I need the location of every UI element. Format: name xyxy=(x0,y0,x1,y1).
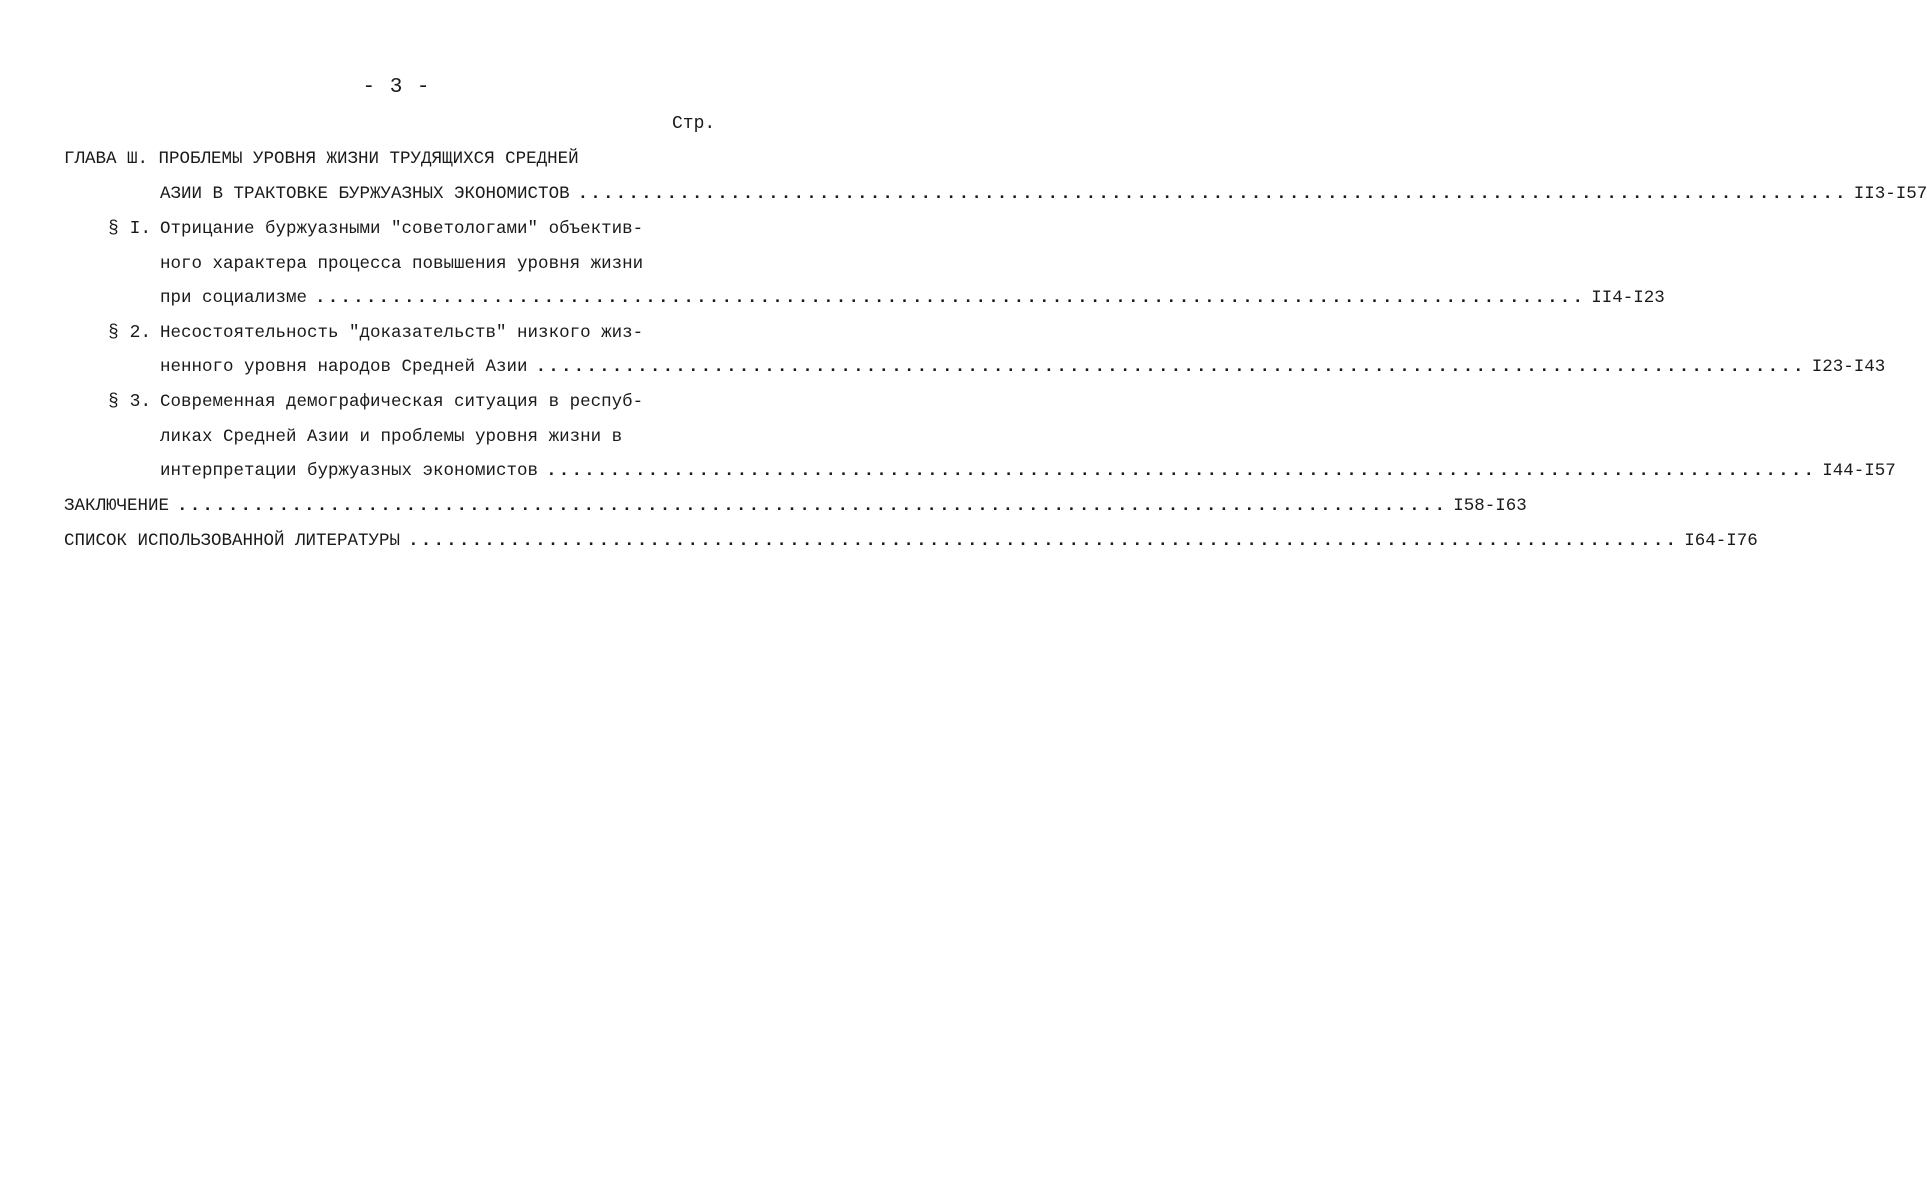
section-2-title-line1: Несостоятельность "доказательств" низкого жиз- xyxy=(160,323,644,343)
references-entry xyxy=(64,530,1758,552)
section-3-mark: § 3. xyxy=(108,392,152,412)
references-label: СПИСОК ИСПОЛЬЗОВАННОЙ ЛИТЕРАТУРЫ xyxy=(64,531,401,551)
leader-dots: .................................................................................................... xyxy=(546,461,1817,481)
leader-dots: .................................................................................................... xyxy=(315,288,1586,308)
section-1-title-line3: при социализме xyxy=(160,288,308,308)
chapter-3-title-line1: ГЛАВА Ш. ПРОБЛЕМЫ УРОВНЯ ЖИЗНИ ТРУДЯЩИХСЯ СРЕДНЕЙ xyxy=(64,149,579,169)
section-2-pages: I23-I43 xyxy=(1811,357,1886,377)
section-1-title-line1: Отрицание буржуазными "советологами" объектив- xyxy=(160,219,644,239)
section-3-pages: I44-I57 xyxy=(1822,461,1896,481)
leader-dots: .................................................................................................... xyxy=(177,496,1448,516)
conclusion-label: ЗАКЛЮЧЕНИЕ xyxy=(64,496,170,516)
chapter-3-entry xyxy=(160,183,1927,205)
conclusion-pages: I58-I63 xyxy=(1453,496,1527,516)
pages-column-header: Стр. xyxy=(672,114,716,134)
section-1-pages: II4-I23 xyxy=(1591,288,1665,308)
section-3-title-line3: интерпретации буржуазных экономистов xyxy=(160,461,539,481)
section-1-mark: § I. xyxy=(108,219,152,239)
section-3-title-line2: ликах Средней Азии и проблемы уровня жизни в xyxy=(160,427,623,447)
leader-dots: .................................................................................................... xyxy=(408,531,1679,551)
chapter-3-pages: II3-I57 xyxy=(1853,184,1927,204)
section-1-entry xyxy=(160,287,1665,309)
section-2-entry xyxy=(160,356,1886,378)
page-number: - 3 - xyxy=(362,76,431,99)
leader-dots: .................................................................................................... xyxy=(535,357,1806,377)
section-1-title-line2: ного характера процесса повышения уровня жизни xyxy=(160,254,644,274)
conclusion-entry xyxy=(64,495,1527,517)
section-3-entry xyxy=(160,460,1896,482)
section-3-title-line1: Современная демографическая ситуация в респуб- xyxy=(160,392,644,412)
leader-dots: .................................................................................................... xyxy=(577,184,1848,204)
chapter-3-title-line2: АЗИИ В ТРАКТОВКЕ БУРЖУАЗНЫХ ЭКОНОМИСТОВ xyxy=(160,184,570,204)
section-2-mark: § 2. xyxy=(108,323,152,343)
references-pages: I64-I76 xyxy=(1684,531,1758,551)
section-2-title-line2: ненного уровня народов Средней Азии xyxy=(160,357,528,377)
